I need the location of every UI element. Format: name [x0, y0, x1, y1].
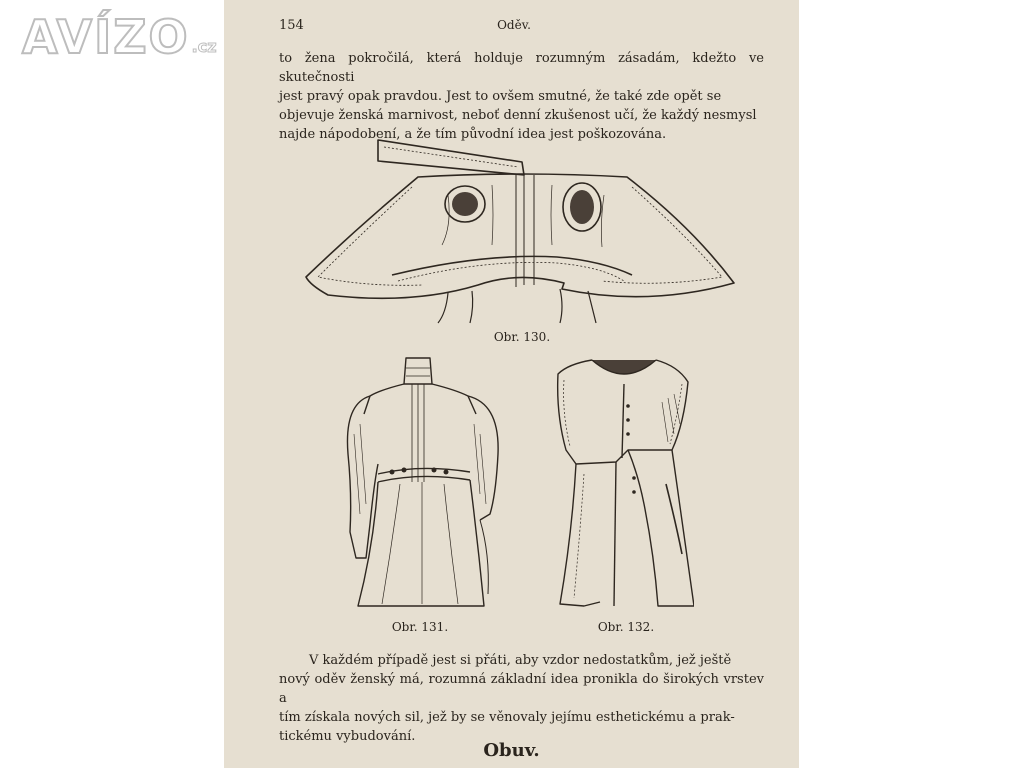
logo-tld-text: .cz	[191, 37, 217, 56]
watermark-logo[interactable]	[22, 10, 217, 64]
figure-caption-131: Obr. 131.	[391, 620, 449, 634]
text-line: najde nápodobení, a že tím původní idea jest poškozována.	[279, 127, 667, 142]
text-line: nový oděv ženský má, rozumná základní idea pronikla do širokých vrstev a	[279, 672, 764, 706]
text-line: objevuje ženská marnivost, neboť denní zkušenost učí, že každý nesmysl	[279, 108, 757, 123]
running-title: Oděv.	[497, 18, 531, 32]
dress-back-illustration	[330, 354, 512, 608]
figure-caption-132: Obr. 132.	[597, 620, 655, 634]
paragraph-bottom	[279, 651, 764, 746]
page-number: 154	[279, 18, 304, 33]
text-line: tickému vybudování.	[279, 729, 416, 744]
paragraph-top	[279, 49, 764, 144]
bodice-front-illustration	[554, 354, 694, 610]
figure-caption-130: Obr. 130.	[493, 330, 551, 344]
logo-main-text: AVÍZO	[22, 10, 190, 64]
text-line: V každém případě jest si přáti, aby vzdor nedostatkům, jež ještě	[309, 653, 732, 668]
text-line: to žena pokročilá, která holduje rozumným zásadám, kdežto ve skutečnosti	[279, 51, 764, 85]
cape-collar-illustration	[302, 135, 742, 325]
text-line: jest pravý opak pravdou. Jest to ovšem smutné, že také zde opět se	[279, 89, 722, 104]
text-line: tím získala nových sil, jež by se věnovaly jejímu esthetickému a prak-	[279, 710, 735, 725]
book-page	[224, 0, 799, 768]
section-heading: Obuv.	[483, 740, 540, 761]
